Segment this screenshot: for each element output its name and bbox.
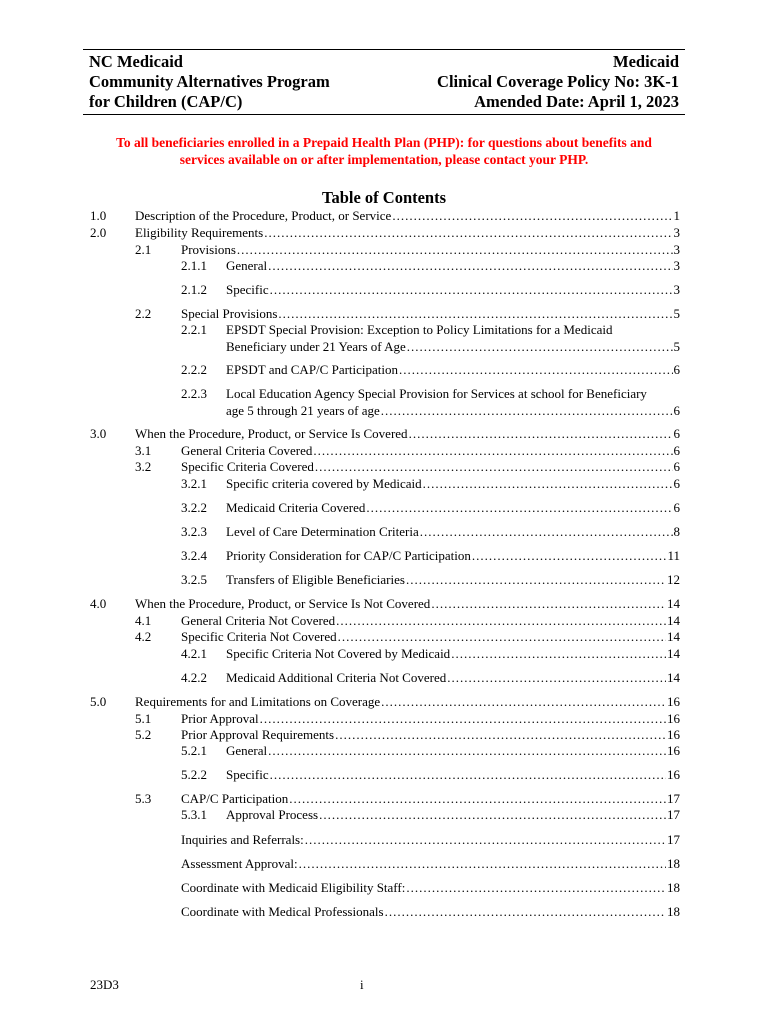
toc-entry-page: 14 (667, 613, 680, 628)
toc-entry-title: General (226, 743, 268, 758)
toc-entry-page: 16 (667, 743, 680, 758)
toc-entry-body (226, 362, 680, 379)
toc-dot-leader (260, 711, 666, 728)
toc-entry-number: 4.2 (135, 629, 152, 644)
toc-entry-page: 18 (667, 856, 680, 871)
toc-entry-body (226, 767, 680, 784)
toc-entry-number: 3.2.5 (181, 572, 207, 587)
toc-entry-title: Local Education Agency Special Provision for Services at school for Beneficiary (226, 386, 647, 401)
toc-entry-title: Beneficiary under 21 Years of Age (226, 338, 406, 354)
toc-entry-number: 2.1.1 (181, 258, 207, 273)
toc-entry-number: 4.0 (90, 596, 107, 611)
toc-dot-leader (381, 694, 666, 711)
toc-entry-page: 3 (673, 242, 680, 257)
toc-entry-body (226, 743, 680, 760)
toc-entry-number: 5.2.2 (181, 767, 207, 782)
toc-entry-body (181, 791, 680, 808)
toc-entry-number: 2.2.2 (181, 362, 207, 377)
header-program-type: Medicaid (613, 52, 679, 71)
toc-entry-title: EPSDT and CAP/C Participation (226, 362, 399, 377)
header-program-name: Community Alternatives Program (89, 72, 330, 91)
toc-dot-leader (423, 476, 673, 493)
toc-dot-leader (335, 727, 666, 744)
toc-entry-body (226, 476, 680, 493)
toc-entry-title: When the Procedure, Product, or Service Is Covered (135, 426, 408, 441)
toc-entry-title: General Criteria Covered (181, 443, 313, 458)
toc-entry-title: When the Procedure, Product, or Service Is Not Covered (135, 596, 431, 611)
toc-entry-number: 2.1.2 (181, 282, 207, 297)
toc-dot-leader (338, 629, 666, 646)
toc-dot-leader (385, 904, 666, 921)
toc-entry-page: 6 (673, 459, 680, 474)
toc-entry-body (135, 426, 680, 443)
toc-dot-leader (264, 225, 672, 242)
document-header (83, 49, 685, 115)
toc-entry-page: 16 (667, 694, 680, 709)
toc-entry-page: 5 (673, 338, 680, 354)
toc-entry-title: Specific criteria covered by Medicaid (226, 476, 422, 491)
toc-dot-leader (366, 500, 672, 517)
toc-dot-leader (305, 832, 666, 849)
toc-entry-title: Coordinate with Medical Professionals (181, 904, 384, 919)
toc-entry-title: Inquiries and Referrals: (181, 832, 304, 847)
toc-entry-body (226, 258, 680, 275)
toc-entry-number: 1.0 (90, 208, 107, 223)
toc-entry-title: Provisions (181, 242, 236, 257)
toc-entry-body (226, 524, 680, 541)
toc-entry-body (181, 880, 680, 897)
toc-entry-body (181, 904, 680, 921)
toc-entry-title: Approval Process (226, 807, 319, 822)
toc-entry-number: 5.2.1 (181, 743, 207, 758)
toc-entry-title: Specific Criteria Not Covered by Medicaid (226, 646, 451, 661)
toc-dot-leader (381, 403, 673, 420)
toc-entry-page: 14 (667, 646, 680, 661)
toc-dot-leader (289, 791, 666, 808)
toc-entry-title: Eligibility Requirements (135, 225, 264, 240)
toc-entry-page: 16 (667, 767, 680, 782)
toc-dot-leader (431, 596, 666, 613)
toc-entry-title: Specific Criteria Not Covered (181, 629, 337, 644)
toc-entry-body (226, 548, 680, 565)
toc-entry-title: Requirements for and Limitations on Coverage (135, 694, 381, 709)
header-agency: NC Medicaid (89, 52, 183, 71)
toc-title: Table of Contents (321, 188, 447, 207)
toc-entry-body (226, 500, 680, 517)
toc-entry-body (226, 386, 680, 419)
toc-dot-leader (447, 670, 666, 687)
toc-entry-title: Description of the Procedure, Product, or Service (135, 208, 392, 223)
toc-entry-number: 4.2.1 (181, 646, 207, 661)
toc-entry-body (181, 832, 680, 849)
toc-dot-leader (409, 426, 673, 443)
toc-entry-page: 12 (667, 572, 680, 587)
toc-entry-number: 2.2.1 (181, 322, 207, 337)
toc-entry-title: Special Provisions (181, 306, 278, 321)
toc-entry-title: Specific (226, 282, 269, 297)
toc-entry-body (181, 613, 680, 630)
toc-entry-body (226, 282, 680, 299)
toc-entry-body (181, 242, 680, 259)
toc-entry-title: Priority Consideration for CAP/C Participation (226, 548, 471, 563)
php-notice-line-2: services available on or after implementation, please contact your PHP. (179, 151, 589, 167)
header-row-1 (89, 52, 679, 72)
toc-entry-page: 18 (667, 904, 680, 919)
toc-entry-number: 5.2 (135, 727, 152, 742)
toc-entry-title: Prior Approval Requirements (181, 727, 335, 742)
toc-entry-page: 3 (673, 282, 680, 297)
toc-dot-leader (336, 613, 666, 630)
header-policy-number: Clinical Coverage Policy No: 3K-1 (437, 72, 679, 91)
toc-entry-page: 8 (673, 524, 680, 539)
toc-entry-title: General Criteria Not Covered (181, 613, 336, 628)
toc-entry-page: 3 (673, 225, 680, 240)
toc-entry-title: age 5 through 21 years of age (226, 402, 380, 418)
toc-dot-leader (270, 767, 666, 784)
toc-entry-body (226, 807, 680, 824)
toc-entry-number: 5.3.1 (181, 807, 207, 822)
toc-dot-leader (472, 548, 667, 565)
toc-entry-page: 3 (673, 258, 680, 273)
toc-entry-number: 3.2.1 (181, 476, 207, 491)
toc-entry-title: Transfers of Eligible Beneficiaries (226, 572, 405, 587)
toc-dot-leader (268, 258, 672, 275)
toc-entry-number: 2.1 (135, 242, 152, 257)
toc-entry-page: 6 (673, 426, 680, 441)
toc-dot-leader (313, 443, 672, 460)
toc-dot-leader (299, 856, 666, 873)
toc-entry-body (135, 596, 680, 613)
toc-entry-page: 14 (667, 629, 680, 644)
php-notice-line-1: To all beneficiaries enrolled in a Prepaid Health Plan (PHP): for questions about benefits and (116, 135, 652, 150)
toc-entry-page: 17 (667, 832, 680, 847)
toc-entry-page: 16 (667, 711, 680, 726)
toc-dot-leader (237, 242, 673, 259)
toc-entry-body (181, 711, 680, 728)
header-program-subtitle: for Children (CAP/C) (89, 92, 243, 111)
toc-entry-title: Specific (226, 767, 269, 782)
toc-entry-page: 1 (673, 208, 680, 223)
toc-entry-title: EPSDT Special Provision: Exception to Policy Limitations for a Medicaid (226, 322, 613, 337)
toc-entry-page: 6 (673, 476, 680, 491)
toc-entry-page: 16 (667, 727, 680, 742)
toc-dot-leader (315, 459, 673, 476)
toc-entry-number: 3.1 (135, 443, 152, 458)
toc-entry-title: CAP/C Participation (181, 791, 289, 806)
toc-dot-leader (319, 807, 666, 824)
toc-entry-page: 6 (673, 500, 680, 515)
toc-entry-body (135, 225, 680, 242)
toc-entry-page: 6 (673, 362, 680, 377)
toc-entry-body (226, 572, 680, 589)
toc-entry-page: 17 (667, 791, 680, 806)
toc-entry-number: 2.0 (90, 225, 107, 240)
toc-entry-body (226, 646, 680, 663)
toc-entry-number: 3.2.3 (181, 524, 207, 539)
toc-entry-page: 17 (667, 807, 680, 822)
toc-entry-page: 11 (667, 548, 680, 563)
toc-dot-leader (420, 524, 673, 541)
toc-entry-number: 4.2.2 (181, 670, 207, 685)
toc-entry-number: 5.0 (90, 694, 107, 709)
toc-entry-body (135, 694, 680, 711)
php-notice (83, 135, 685, 168)
toc-entry-number: 4.1 (135, 613, 152, 628)
header-row-2 (89, 72, 679, 92)
toc-dot-leader (278, 306, 672, 323)
toc-entry-title: Medicaid Criteria Covered (226, 500, 366, 515)
toc-entry-number: 2.2.3 (181, 386, 207, 401)
header-row-3 (89, 92, 679, 112)
toc-entry-number: 5.3 (135, 791, 152, 806)
toc-entry-title: Specific Criteria Covered (181, 459, 314, 474)
toc-entry-page: 6 (673, 443, 680, 458)
header-amended-date: Amended Date: April 1, 2023 (474, 92, 679, 111)
toc-entry-body (181, 727, 680, 744)
toc-entry-number: 5.1 (135, 711, 152, 726)
toc-entry-number: 3.2.4 (181, 548, 207, 563)
toc-entry-page: 14 (667, 596, 680, 611)
footer-revision-code: 23D3 (90, 977, 119, 992)
toc-entry-body (181, 459, 680, 476)
toc-entry-body (226, 322, 680, 355)
toc-dot-leader (270, 282, 673, 299)
toc-entry-body (181, 443, 680, 460)
toc-entry-page: 18 (667, 880, 680, 895)
toc-entry-body (181, 856, 680, 873)
toc-entry-page: 6 (673, 402, 680, 418)
toc-dot-leader (406, 572, 666, 589)
toc-entry-title: Assessment Approval: (181, 856, 298, 871)
toc-entry-body (135, 208, 680, 225)
toc-dot-leader (407, 339, 673, 356)
toc-entry-page: 5 (673, 306, 680, 321)
toc-dot-leader (399, 362, 672, 379)
toc-dot-leader (406, 880, 666, 897)
toc-dot-leader (451, 646, 666, 663)
footer-page-number: i (360, 977, 364, 992)
toc-entry-body (181, 306, 680, 323)
toc-dot-leader (392, 208, 672, 225)
toc-dot-leader (268, 743, 666, 760)
toc-entry-number: 2.2 (135, 306, 152, 321)
toc-entry-number: 3.2 (135, 459, 152, 474)
toc-entry-title: Prior Approval (181, 711, 259, 726)
toc-entry-title: Coordinate with Medicaid Eligibility Staff: (181, 880, 406, 895)
toc-entry-number: 3.0 (90, 426, 107, 441)
toc-entry-title: Level of Care Determination Criteria (226, 524, 419, 539)
toc-entry-page: 14 (667, 670, 680, 685)
toc-entry-body (181, 629, 680, 646)
toc-entry-title: General (226, 258, 268, 273)
toc-entry-number: 3.2.2 (181, 500, 207, 515)
toc-entry-body (226, 670, 680, 687)
toc-entry-title: Medicaid Additional Criteria Not Covered (226, 670, 447, 685)
